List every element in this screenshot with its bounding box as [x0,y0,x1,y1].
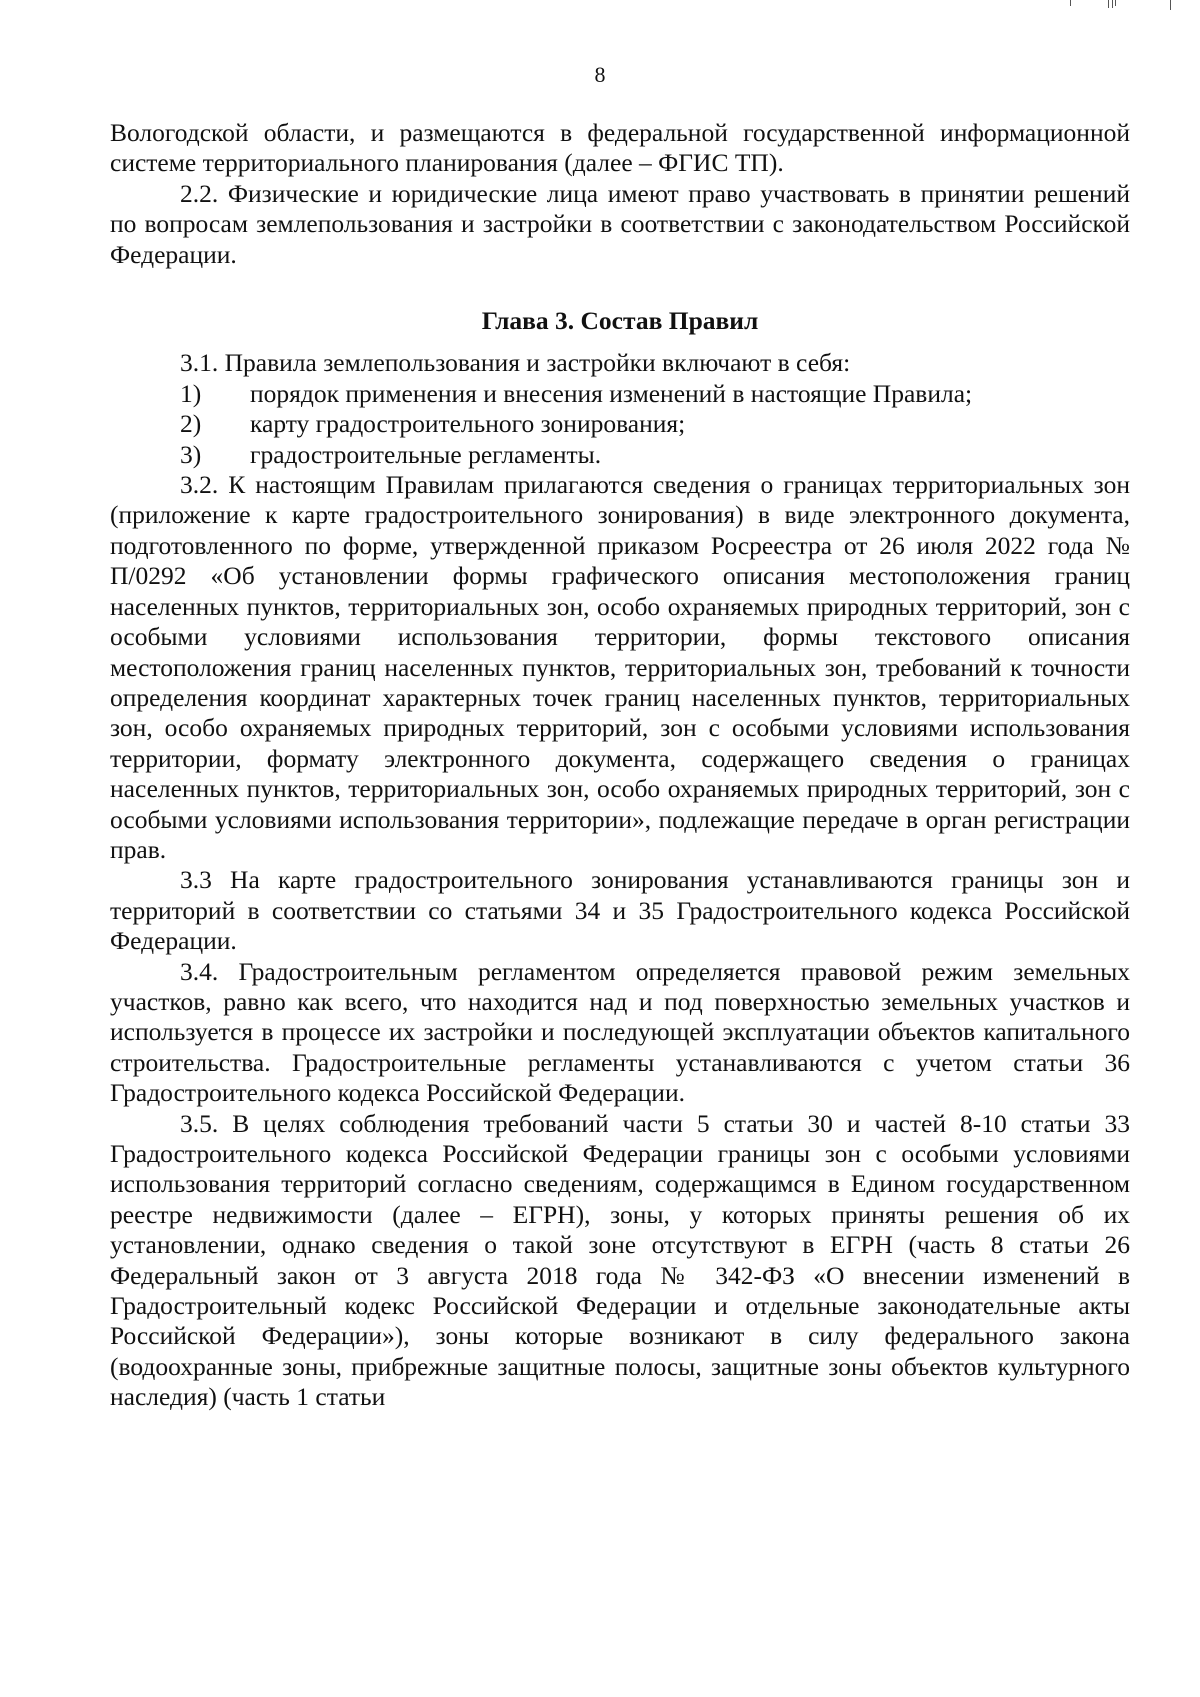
list-item-text: карту градостроительного зонирования; [250,409,686,439]
list-item-text: порядок применения и внесения изменений в настоящие Правила; [250,378,973,408]
paragraph-intro: Вологодской области, и размещаются в федеральной государственной информационной системе территориального планирования (далее – ФГИС ТП). [110,118,1130,178]
paragraph-3-1: 3.1. Правила землепользования и застройки включают в себя: [180,348,851,378]
list-item-number: 2) [180,409,202,439]
paragraph-3-2: 3.2. К настоящим Правилам прилагаются сведения о границах территориальных зон (приложение к карте градостроительного зонирования) в виде электронного документа, подготовленного по форме, утвержденной приказом Росреестра от 26 июля 2022 года № П/0292 «Об установлении формы графического описания местоположения границ населенных пунктов, территориальных зон, особо охраняемых природных территорий, зон с особыми условиями использования территории, формы текстового описания местоположения границ населенных пунктов, территориальных зон, требований к точности определения координат характерных точек границ населенных пунктов, территориальных зон, особо охраняемых природных территорий, зон с особыми условиями использования территории, формату электронного документа, содержащего сведения о границах населенных пунктов, территориальных зон, особо охраняемых природных территорий, зон с особыми условиями использования территории», подлежащие передаче в орган регистрации прав. [110,470,1130,864]
list-item-number: 3) [180,439,202,469]
list-item-text: градостроительные регламенты. [250,439,602,469]
paragraph-3-4: 3.4. Градостроительным регламентом определяется правовой режим земельных участков, равно как всего, что находится над и под поверхностью земельных участков и используется в процессе их застройки и последующей эксплуатации объектов капитального строительства. Градостроительные регламенты устанавливаются с учетом статьи 36 Градостроительного кодекса Российской Федерации. [110,956,1130,1108]
document-body [110,118,1130,1413]
paragraph-2-2: 2.2. Физические и юридические лица имеют право участвовать в принятии решений по вопросам землепользования и застройки в соответствии с законодательством Российской Федерации. [110,178,1130,269]
list-item-number: 1) [180,378,202,408]
list-item [180,409,1130,439]
scan-edge-marks [1060,0,1180,10]
list-item [180,440,1130,470]
paragraph-3-5: 3.5. В целях соблюдения требований части 5 статьи 30 и частей 8-10 статьи 33 Градостроительного кодекса Российской Федерации границы зон с особыми условиями использования территорий согласно сведениям, содержащимся в Едином государственном реестре недвижимости (далее – ЕГРН), зоны, у которых приняты решения об их установлении, однако сведения о такой зоне отсутствуют в ЕГРН (часть 8 статьи 26 Федеральный закон от 3 августа 2018 года № 342-ФЗ «О внесении изменений в Градостроительный кодекс Российской Федерации и отдельные законодательные акты Российской Федерации»), зоны которые возникают в силу федерального закона (водоохранные зоны, прибрежные защитные полосы, защитные зоны объектов культурного наследия) (часть 1 статьи [110,1108,1130,1412]
page-number: 8 [594,62,606,87]
paragraph-3-3: 3.3 На карте градостроительного зонирования устанавливаются границы зон и территорий в соответствии со статьями 34 и 35 Градостроительного кодекса Российской Федерации. [110,865,1130,956]
list-item [180,379,1130,409]
chapter-3-heading: Глава 3. Состав Правил [481,306,759,336]
